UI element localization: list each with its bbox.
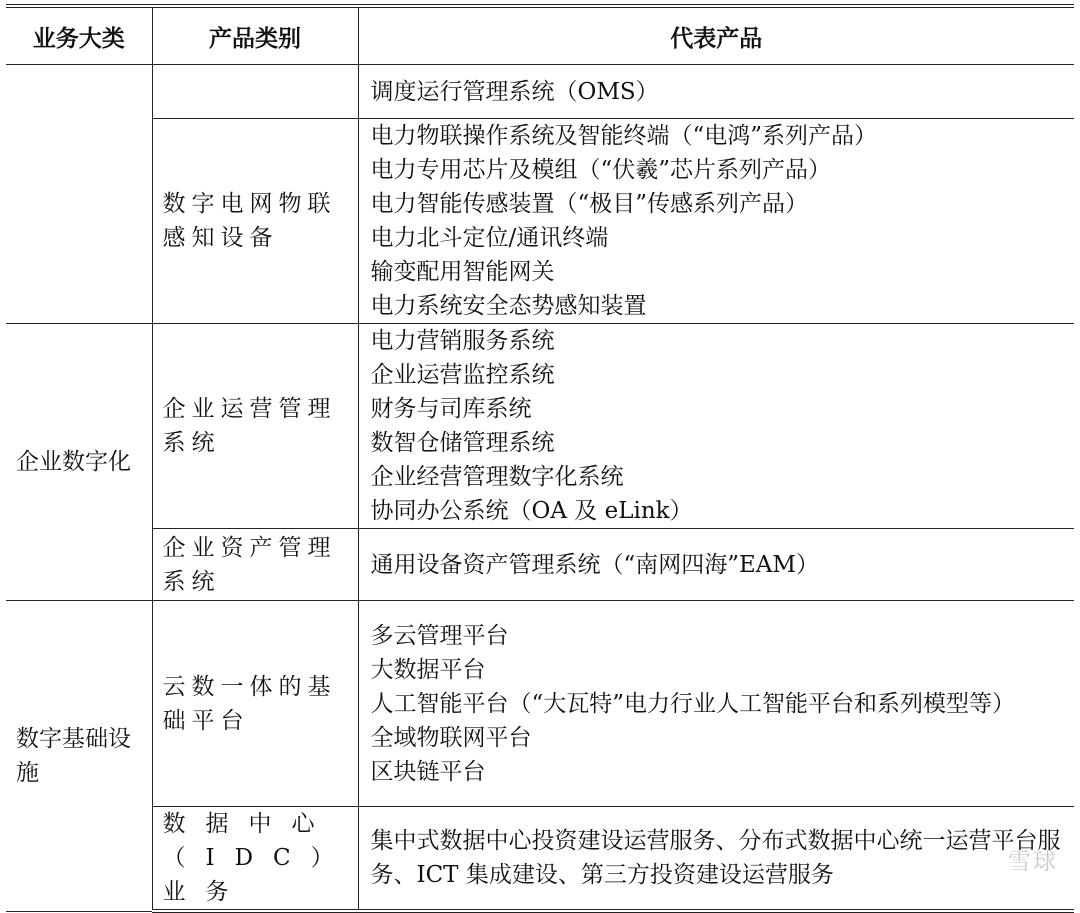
product-item: 全域物联网平台 bbox=[370, 724, 532, 751]
product-item: 集中式数据中心投资建设运营服务、分布式数据中心统一运营平台服务、ICT 集成建设、第三方投资建设运营服务 bbox=[370, 828, 1061, 888]
header-representative-products: 代表产品 bbox=[358, 6, 1074, 65]
table-row bbox=[6, 65, 1074, 119]
product-item: 多云管理平台 bbox=[370, 622, 509, 649]
product-item: 数智仓储管理系统 bbox=[370, 430, 555, 456]
subcategory-cell: 数据中心（IDC）业务 bbox=[152, 807, 358, 912]
products-cell bbox=[358, 65, 1074, 119]
products-cell bbox=[358, 324, 1074, 529]
product-item: 电力智能传感装置（“极目”传感系列产品） bbox=[370, 191, 809, 217]
product-item: 协同办公系统（OA 及 eLink） bbox=[370, 498, 693, 524]
product-item: 电力专用芯片及模组（“伏羲”芯片系列产品） bbox=[370, 157, 832, 183]
product-item: 电力北斗定位/通讯终端 bbox=[370, 225, 609, 251]
subcategory-cell: 数字电网物联感知设备 bbox=[152, 119, 358, 324]
products-cell bbox=[358, 807, 1074, 912]
product-item: 企业经营管理数字化系统 bbox=[370, 464, 624, 490]
product-item: 企业运营监控系统 bbox=[370, 362, 555, 388]
product-item: 大数据平台 bbox=[370, 656, 486, 683]
product-item: 电力物联操作系统及智能终端（“电鸿”系列产品） bbox=[370, 123, 878, 149]
product-item: 人工智能平台（“大瓦特”电力行业人工智能平台和系列模型等） bbox=[370, 690, 1016, 717]
table-row bbox=[6, 601, 1074, 807]
subcategory-cell bbox=[152, 65, 358, 119]
category-cell bbox=[6, 65, 152, 324]
subcategory-cell: 企业资产管理系统 bbox=[152, 529, 358, 601]
header-business-category: 业务大类 bbox=[6, 6, 152, 65]
products-cell bbox=[358, 601, 1074, 807]
product-item: 财务与司库系统 bbox=[370, 396, 532, 422]
product-item: 通用设备资产管理系统（“南网四海”EAM） bbox=[370, 551, 819, 578]
product-item: 电力系统安全态势感知装置 bbox=[370, 293, 647, 319]
category-cell: 企业数字化 bbox=[6, 324, 152, 601]
products-cell bbox=[358, 529, 1074, 601]
products-cell bbox=[358, 119, 1074, 324]
product-item: 调度运行管理系统（OMS） bbox=[370, 78, 659, 105]
product-item: 输变配用智能网关 bbox=[370, 259, 555, 285]
watermark: 雪球 bbox=[1008, 849, 1058, 875]
category-cell: 数字基础设施 bbox=[6, 601, 152, 912]
product-item: 区块链平台 bbox=[370, 758, 486, 785]
product-table bbox=[6, 4, 1074, 913]
subcategory-cell: 云数一体的基础平台 bbox=[152, 601, 358, 807]
table-row bbox=[6, 119, 1074, 324]
header-product-category: 产品类别 bbox=[152, 6, 358, 65]
table-row bbox=[6, 807, 1074, 912]
table-row bbox=[6, 529, 1074, 601]
product-item: 电力营销服务系统 bbox=[370, 328, 555, 354]
subcategory-cell: 企业运营管理系统 bbox=[152, 324, 358, 529]
table-header-row bbox=[6, 6, 1074, 65]
table-row bbox=[6, 324, 1074, 529]
